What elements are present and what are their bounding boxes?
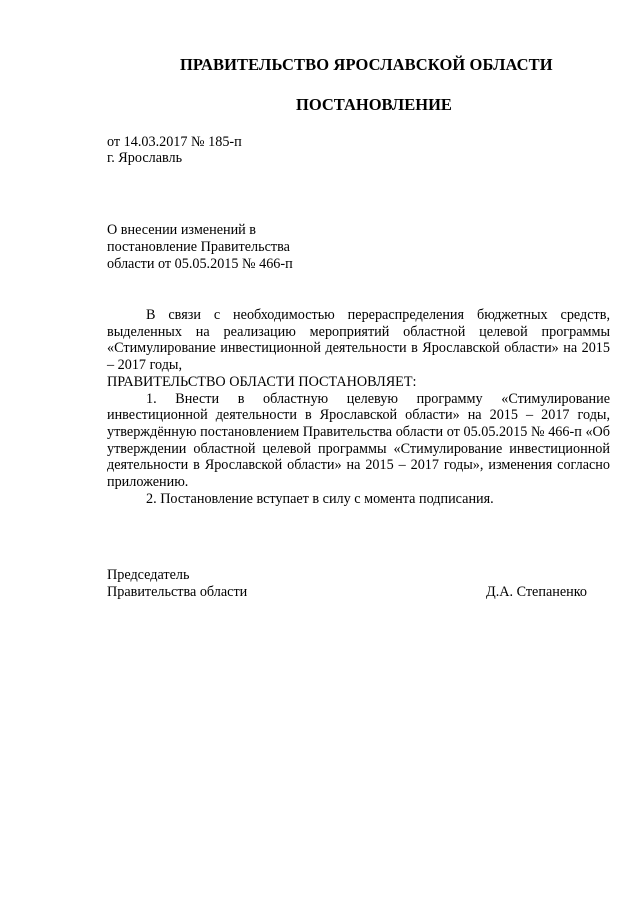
date-number: от 14.03.2017 № 185-п — [107, 134, 242, 150]
city: г. Ярославль — [107, 150, 183, 166]
document-meta — [107, 134, 242, 166]
item-1-paragraph: 1. Внести в областную целевую программу «Стимулирование инвестиционной деятельности в Ярославской области» на 2015 – 2017 годы, утверждённую постановлением Правительства области от 05.05.2015 № 466-п «Об утверждении областной целевой программы «Стимулирование инвестиционной деятельности в Ярославской области» на 2015 – 2017 годы», изменения согласно приложению. — [107, 390, 610, 491]
subject-line-1: О внесении изменений в — [107, 222, 257, 238]
signer-title-line-2: Правительства области — [107, 584, 248, 600]
signature-block — [107, 567, 587, 601]
organization-title: ПРАВИТЕЛЬСТВО ЯРОСЛАВСКОЙ ОБЛАСТИ — [180, 55, 553, 74]
resolves-line: ПРАВИТЕЛЬСТВО ОБЛАСТИ ПОСТАНОВЛЯЕТ: — [107, 373, 417, 390]
signer-title-line-1: Председатель — [107, 567, 190, 583]
signer-name: Д.А. Степаненко — [486, 584, 587, 600]
document-body — [107, 307, 610, 507]
item-2-paragraph: 2. Постановление вступает в силу с момента подписания. — [146, 490, 494, 507]
subject-line-3: области от 05.05.2015 № 466-п — [107, 256, 293, 272]
subject-line-2: постановление Правительства — [107, 239, 290, 255]
document-subject — [107, 222, 293, 273]
preamble-paragraph: В связи с необходимостью перераспределения бюджетных средств, выделенных на реализацию мероприятий областной целевой программы «Стимулирование инвестиционной деятельности в Ярославской области» на 2015 – 2017 годы, — [107, 307, 610, 374]
document-type: ПОСТАНОВЛЕНИЕ — [296, 95, 452, 114]
